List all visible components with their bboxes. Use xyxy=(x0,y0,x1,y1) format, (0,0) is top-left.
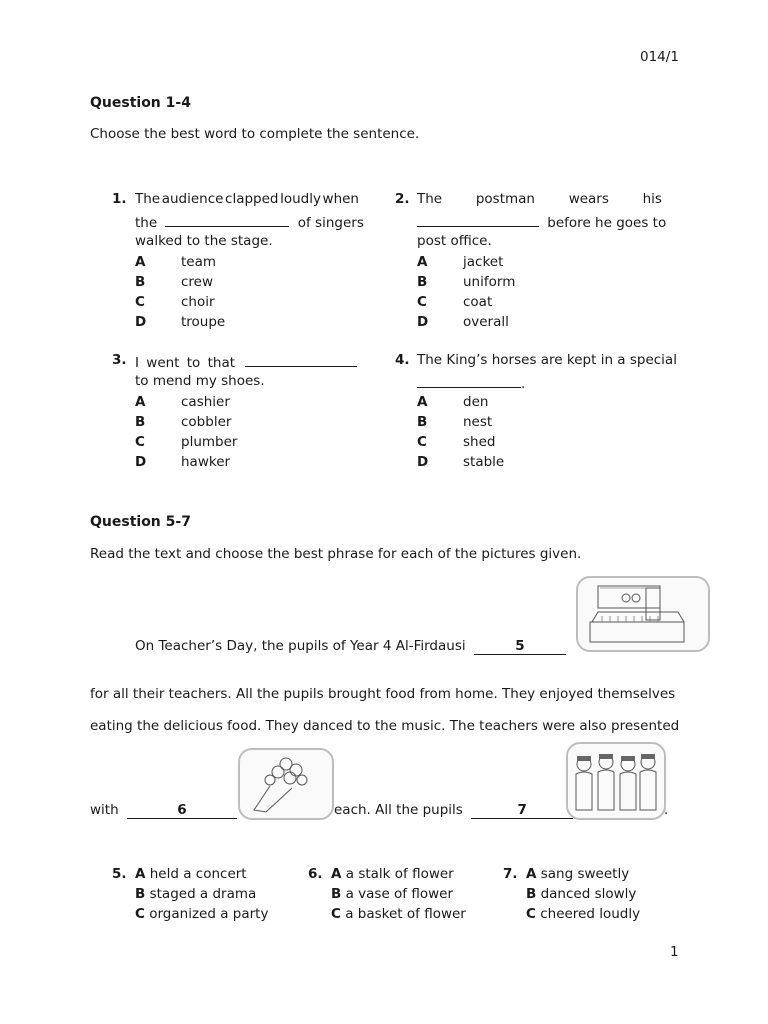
q1-number: 1. xyxy=(112,191,127,207)
section-instruction-q5-7: Read the text and choose the best phrase for each of the pictures given. xyxy=(90,546,582,562)
passage-text: On Teacher’s Day, the pupils of Year 4 Al-Firdausi xyxy=(135,638,466,654)
q1-blank xyxy=(165,212,289,227)
q4-stem-line1: The King’s horses are kept in a special xyxy=(417,352,677,368)
party-picture xyxy=(576,576,710,652)
q4-option-d[interactable]: D stable xyxy=(417,454,505,470)
q7-option-c[interactable]: C cheered loudly xyxy=(526,906,641,922)
passage-line1 xyxy=(135,638,566,655)
q2-blank xyxy=(417,212,539,227)
q1-option-d[interactable]: D troupe xyxy=(135,314,226,330)
q4-stem-line2 xyxy=(417,373,525,392)
q1-stem-line1 xyxy=(135,191,359,207)
q2-word: The xyxy=(417,191,443,207)
q5-option-c[interactable]: C organized a party xyxy=(135,906,269,922)
pupils-picture xyxy=(566,742,669,820)
q2-text: before he goes to xyxy=(547,215,667,231)
q2-option-d[interactable]: D overall xyxy=(417,314,509,330)
q5-option-b[interactable]: B staged a drama xyxy=(135,886,257,902)
q3-option-c[interactable]: C plumber xyxy=(135,434,238,450)
q1-stem-line2 xyxy=(135,212,364,231)
section-instruction-q1-4: Choose the best word to complete the sentence. xyxy=(90,126,420,142)
q3-option-d[interactable]: D hawker xyxy=(135,454,231,470)
q6-option-b[interactable]: B a vase of flower xyxy=(331,886,454,902)
q6-option-a[interactable]: A a stalk of flower xyxy=(331,866,454,882)
passage-end: . xyxy=(664,802,669,818)
q2-stem-line1 xyxy=(417,191,662,207)
q3-option-a[interactable]: A cashier xyxy=(135,394,230,410)
section-title-q5-7: Question 5-7 xyxy=(90,514,191,530)
q7-number: 7. xyxy=(503,866,518,882)
passage-line2: for all their teachers. All the pupils brought food from home. They enjoyed themselves xyxy=(90,686,676,702)
q2-options xyxy=(417,252,515,332)
q1-option-c[interactable]: C choir xyxy=(135,294,215,310)
q3-number: 3. xyxy=(112,352,127,368)
blank-6: 6 xyxy=(127,802,237,819)
q1-word: audience xyxy=(161,191,224,207)
passage-text: with xyxy=(90,802,119,818)
q2-stem-line3: post office. xyxy=(417,233,492,249)
q7-option-a[interactable]: A sang sweetly xyxy=(526,866,630,882)
q7-options xyxy=(526,864,640,924)
q1-word: The xyxy=(135,191,161,207)
q4-number: 4. xyxy=(395,352,410,368)
passage-line4 xyxy=(90,802,237,819)
q3-blank xyxy=(245,352,357,367)
q2-option-b[interactable]: B uniform xyxy=(417,274,516,290)
q3-options xyxy=(135,392,237,472)
passage-text: each. All the pupils xyxy=(334,802,463,818)
flower-picture xyxy=(238,748,334,820)
q5-number: 5. xyxy=(112,866,127,882)
q2-word: postman xyxy=(475,191,535,207)
q1-word: clapped xyxy=(225,191,279,207)
q4-text: . xyxy=(521,376,526,392)
q3-option-b[interactable]: B cobbler xyxy=(135,414,232,430)
q2-number: 2. xyxy=(395,191,410,207)
q4-option-c[interactable]: C shed xyxy=(417,434,496,450)
q6-option-c[interactable]: C a basket of flower xyxy=(331,906,466,922)
q1-stem-line3: walked to the stage. xyxy=(135,233,273,249)
q1-word: loudly xyxy=(280,191,321,207)
q1-text: the xyxy=(135,215,158,231)
q2-option-a[interactable]: A jacket xyxy=(417,254,504,270)
q1-options xyxy=(135,252,225,332)
q5-option-a[interactable]: A held a concert xyxy=(135,866,247,882)
q2-stem-line2 xyxy=(417,212,666,231)
section-title-q1-4: Question 1-4 xyxy=(90,95,191,111)
q3-stem-line2: to mend my shoes. xyxy=(135,373,265,389)
q2-word: wears xyxy=(568,191,609,207)
blank-7: 7 xyxy=(471,802,573,819)
q2-option-c[interactable]: C coat xyxy=(417,294,493,310)
q4-blank xyxy=(417,373,521,388)
q4-option-b[interactable]: B nest xyxy=(417,414,493,430)
q3-text: I went to that xyxy=(135,355,236,371)
q1-text: of singers xyxy=(297,215,364,231)
q4-option-a[interactable]: A den xyxy=(417,394,489,410)
q5-options xyxy=(135,864,268,924)
blank-5: 5 xyxy=(474,638,566,655)
q6-options xyxy=(331,864,466,924)
q1-word: when xyxy=(322,191,359,207)
q3-stem-line1 xyxy=(135,352,357,371)
q1-option-a[interactable]: A team xyxy=(135,254,217,270)
passage-line3: eating the delicious food. They danced to the music. The teachers were also presented xyxy=(90,718,680,734)
q4-options xyxy=(417,392,504,472)
passage-line4-mid xyxy=(334,802,573,819)
paper-code: 014/1 xyxy=(640,49,679,65)
q2-word: his xyxy=(642,191,662,207)
q6-number: 6. xyxy=(308,866,323,882)
q7-option-b[interactable]: B danced slowly xyxy=(526,886,637,902)
q1-option-b[interactable]: B crew xyxy=(135,274,214,290)
page-number: 1 xyxy=(670,944,679,960)
